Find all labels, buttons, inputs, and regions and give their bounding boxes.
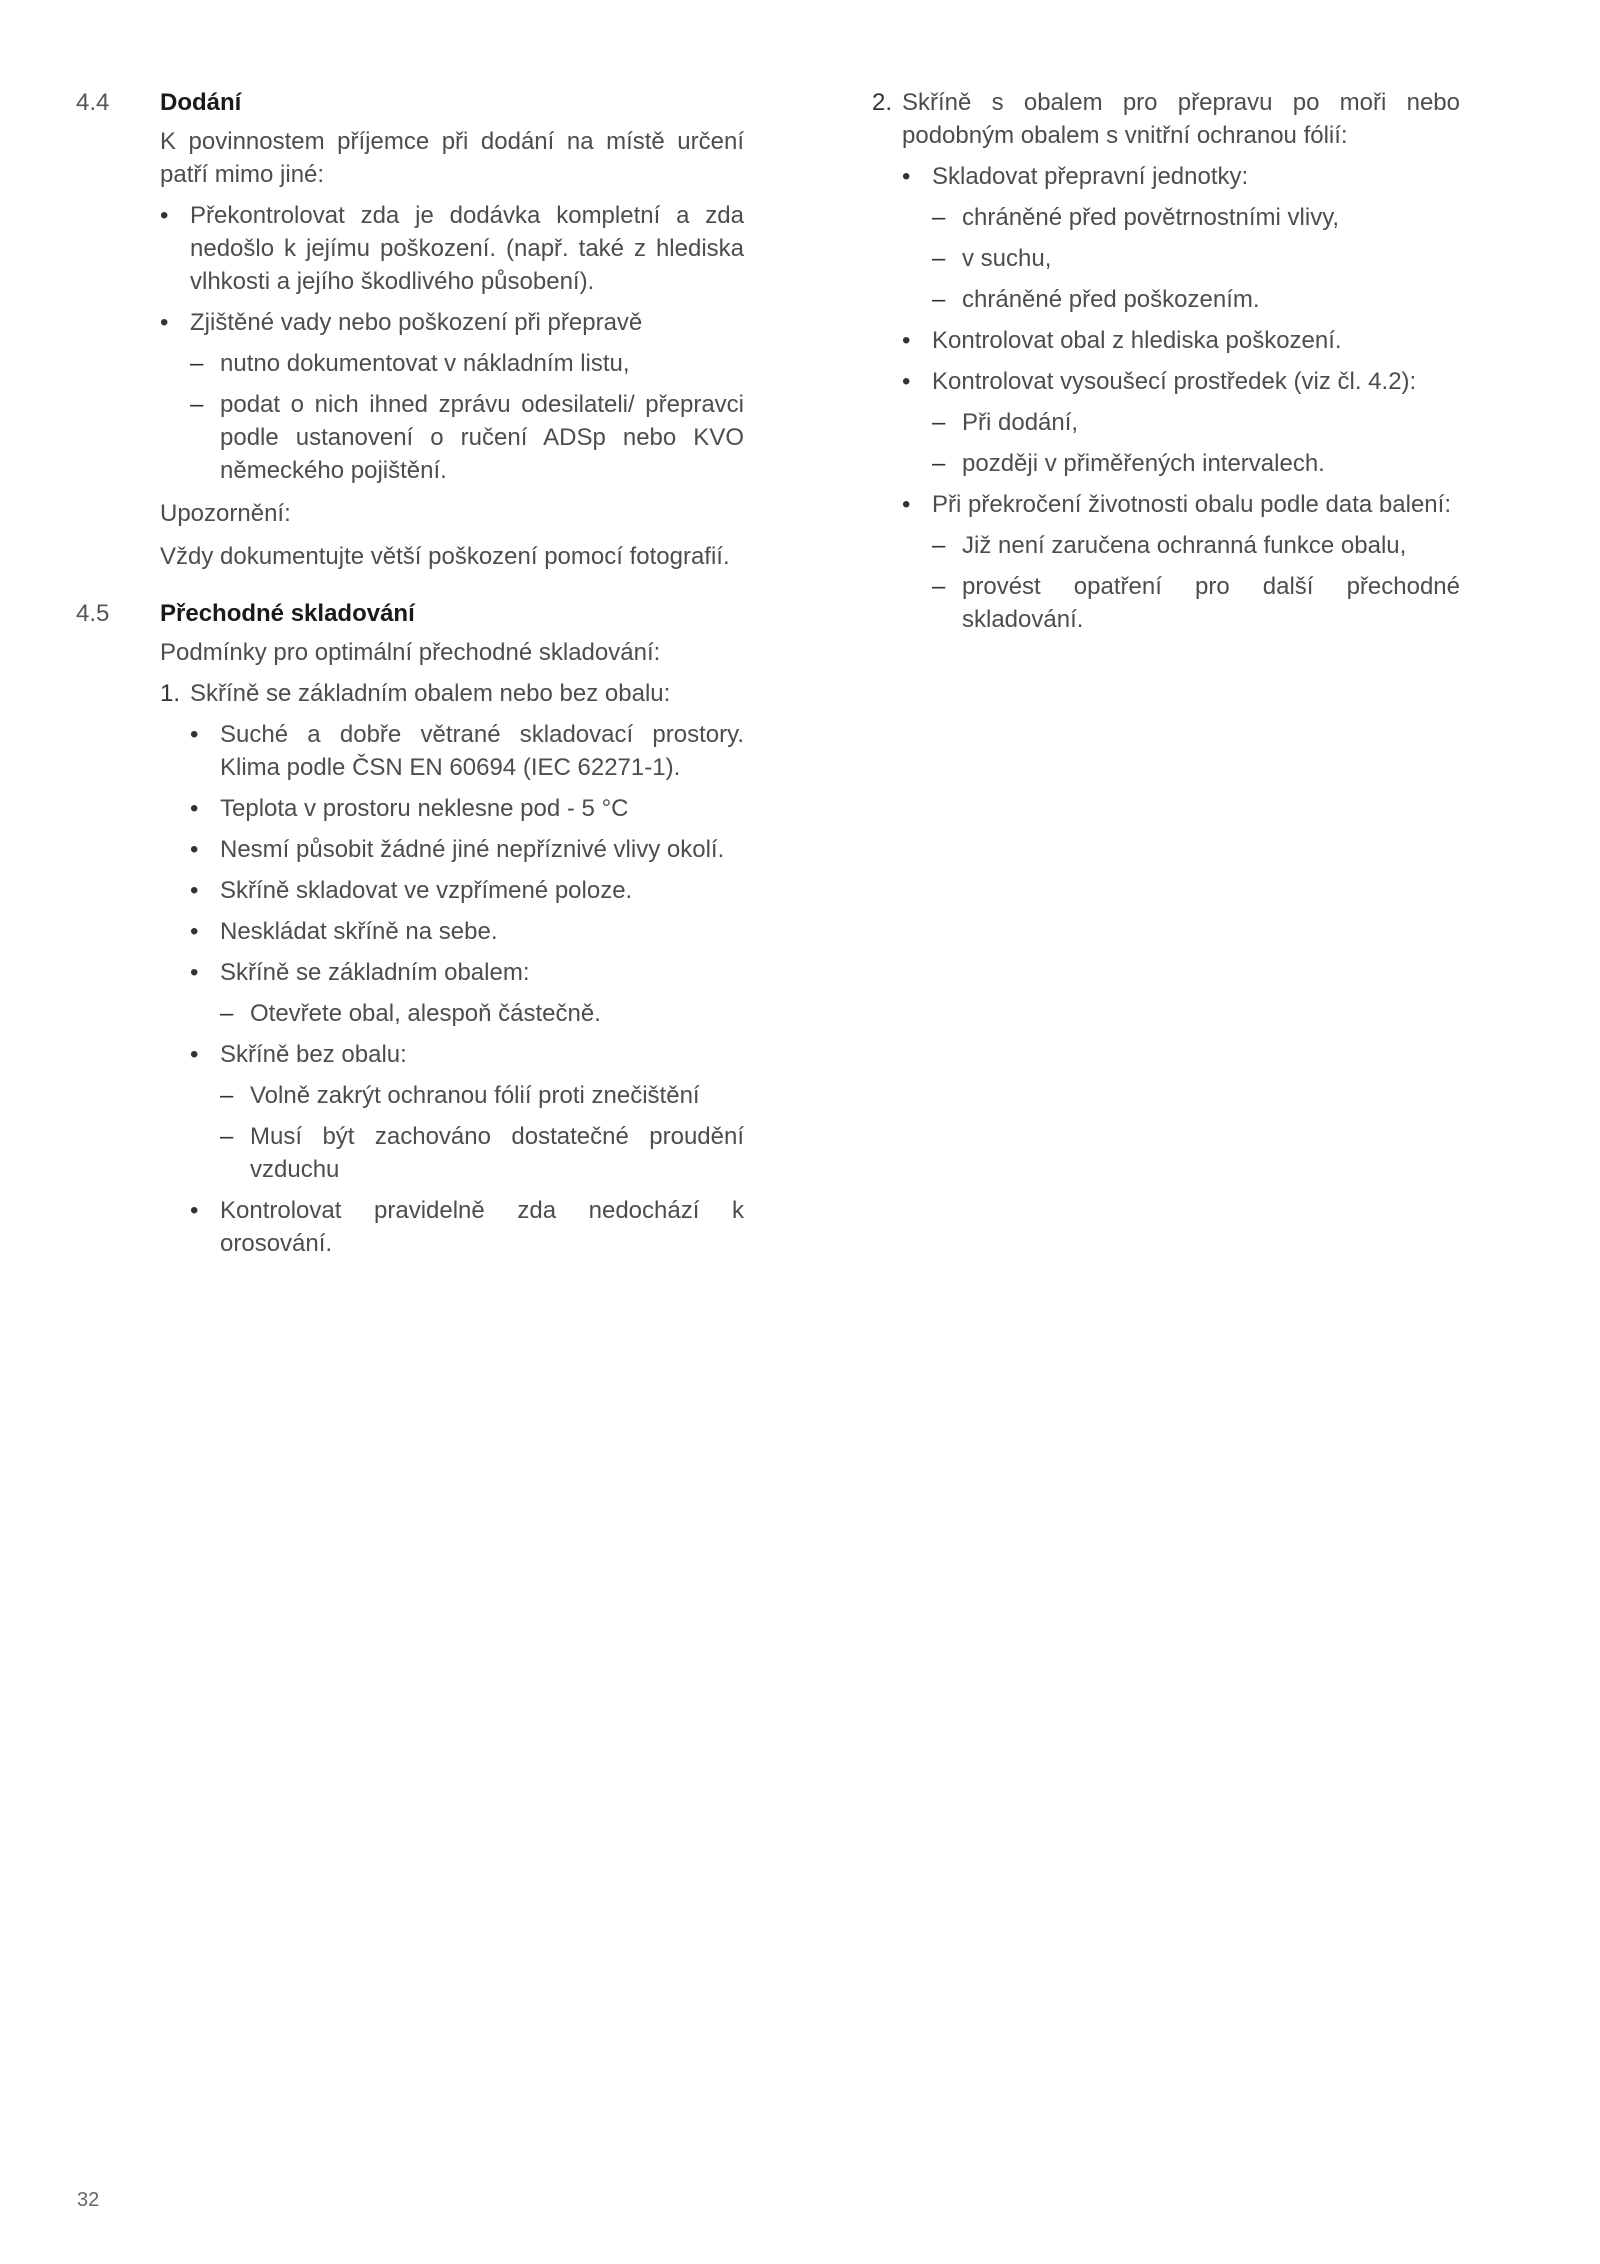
bullet-marker: • (190, 795, 199, 822)
list-item-text: Skladovat přepravní jednotky: (932, 163, 1249, 190)
sub-list-item (160, 1079, 744, 1112)
dash-marker: – (220, 1000, 234, 1027)
number-marker: 1. (160, 680, 181, 707)
list-item (872, 324, 1460, 357)
list-item-text: Při překročení životnosti obalu podle data balení: (932, 491, 1451, 518)
number-marker: 2. (872, 89, 893, 116)
sub-list-item (872, 201, 1460, 234)
list-item-text: chráněné před povětrnostními vlivy, (962, 204, 1340, 231)
bullet-marker: • (190, 721, 199, 748)
section-4-4-heading (76, 86, 744, 119)
note-label: Upozornění: (160, 500, 291, 527)
list-item-text: Zjištěné vady nebo poškození při přepravě (190, 309, 643, 336)
dash-marker: – (932, 245, 946, 272)
list-item (160, 833, 744, 866)
list-item (160, 956, 744, 989)
list-item-text: Volně zakrýt ochranou fólií proti znečištění (250, 1082, 700, 1109)
page-number: 32 (77, 2189, 100, 2211)
dash-marker: – (190, 350, 204, 377)
list-item-text: provést opatření pro další přechodné skladování. (962, 573, 1460, 633)
sub-list-item (872, 529, 1460, 562)
list-item-text: Skříně bez obalu: (220, 1041, 407, 1068)
bullet-marker: • (190, 877, 199, 904)
dash-marker: – (190, 391, 204, 418)
list-item-text: chráněné před poškozením. (962, 286, 1260, 313)
list-item (872, 488, 1460, 521)
bullet-marker: • (160, 309, 169, 336)
numbered-item (872, 86, 1460, 152)
list-item-text: Při dodání, (962, 409, 1079, 436)
sub-list-item (872, 283, 1460, 316)
list-item (160, 792, 744, 825)
dash-marker: – (932, 573, 946, 600)
list-item (160, 1038, 744, 1071)
list-item-text: podat o nich ihned zprávu odesilateli/ přepravci podle ustanovení o ručení ADSp nebo KVO německého pojištění. (220, 391, 744, 484)
list-item-text: Kontrolovat obal z hlediska poškození. (932, 327, 1342, 354)
dash-marker: – (932, 204, 946, 231)
list-item-text: Skříně skladovat ve vzpřímené poloze. (220, 877, 633, 904)
list-item-text: Skříně se základním obalem: (220, 959, 530, 986)
bullet-marker: • (902, 368, 911, 395)
list-item-text: Skříně s obalem pro přepravu po moři nebo podobným obalem s vnitřní ochranou fólií: (902, 89, 1460, 149)
bullet-marker: • (190, 1041, 199, 1068)
list-item (872, 365, 1460, 398)
list-item (160, 874, 744, 907)
list-item-text: Skříně se základním obalem nebo bez obalu: (190, 680, 671, 707)
numbered-item (160, 677, 744, 710)
bullet-marker: • (190, 918, 199, 945)
bullet-marker: • (902, 491, 911, 518)
sub-list-item (872, 406, 1460, 439)
bullet-marker: • (160, 202, 169, 229)
list-item-text: Již není zaručena ochranná funkce obalu, (962, 532, 1407, 559)
list-item (160, 1194, 744, 1260)
bullet-marker: • (902, 163, 911, 190)
list-item (160, 306, 744, 339)
right-column (872, 86, 1460, 644)
note-text: Vždy dokumentujte větší poškození pomocí fotografií. (160, 543, 730, 570)
section-title: Dodání (160, 89, 242, 116)
list-item (160, 915, 744, 948)
list-item-text: Teplota v prostoru neklesne pod - 5 °C (220, 795, 629, 822)
list-item-text: Kontrolovat vysoušecí prostředek (viz čl. 4.2): (932, 368, 1417, 395)
dash-marker: – (932, 450, 946, 477)
bullet-marker: • (190, 959, 199, 986)
section-4-5-heading (76, 597, 744, 630)
dash-marker: – (220, 1082, 234, 1109)
list-item-text: Kontrolovat pravidelně zda nedochází k orosování. (220, 1197, 744, 1257)
dash-marker: – (932, 532, 946, 559)
list-item-text: Otevřete obal, alespoň částečně. (250, 1000, 601, 1027)
bullet-marker: • (190, 1197, 199, 1224)
sub-list-item (160, 997, 744, 1030)
section-number: 4.5 (76, 600, 110, 627)
sub-list-item (160, 1120, 744, 1186)
dash-marker: – (220, 1123, 234, 1150)
list-item (160, 718, 744, 784)
left-column (76, 86, 744, 1268)
list-item-text: Překontrolovat zda je dodávka kompletní a zda nedošlo k jejímu poškození. (např. také z hlediska vlhkosti a jejího škodlivého působení). (190, 202, 744, 295)
bullet-marker: • (190, 836, 199, 863)
list-item (872, 160, 1460, 193)
section-number: 4.4 (76, 89, 110, 116)
list-item-text: Musí být zachováno dostatečné proudění vzduchu (250, 1123, 744, 1183)
list-item (160, 199, 744, 298)
sub-list-item (872, 447, 1460, 480)
dash-marker: – (932, 286, 946, 313)
bullet-marker: • (902, 327, 911, 354)
sub-list-item (872, 570, 1460, 636)
section-title: Přechodné skladování (160, 600, 415, 627)
sub-list-item (872, 242, 1460, 275)
list-item-text: nutno dokumentovat v nákladním listu, (220, 350, 630, 377)
sub-list-item (160, 388, 744, 487)
section-intro: K povinnostem příjemce při dodání na místě určení patří mimo jiné: (160, 128, 744, 188)
dash-marker: – (932, 409, 946, 436)
list-item-text: Neskládat skříně na sebe. (220, 918, 498, 945)
list-item-text: později v přiměřených intervalech. (962, 450, 1325, 477)
sub-list-item (160, 347, 744, 380)
list-item-text: v suchu, (962, 245, 1052, 272)
list-item-text: Nesmí působit žádné jiné nepříznivé vlivy okolí. (220, 836, 725, 863)
list-item-text: Suché a dobře větrané skladovací prostory. Klima podle ČSN EN 60694 (IEC 62271-1). (220, 721, 744, 781)
section-intro: Podmínky pro optimální přechodné skladování: (160, 639, 661, 666)
